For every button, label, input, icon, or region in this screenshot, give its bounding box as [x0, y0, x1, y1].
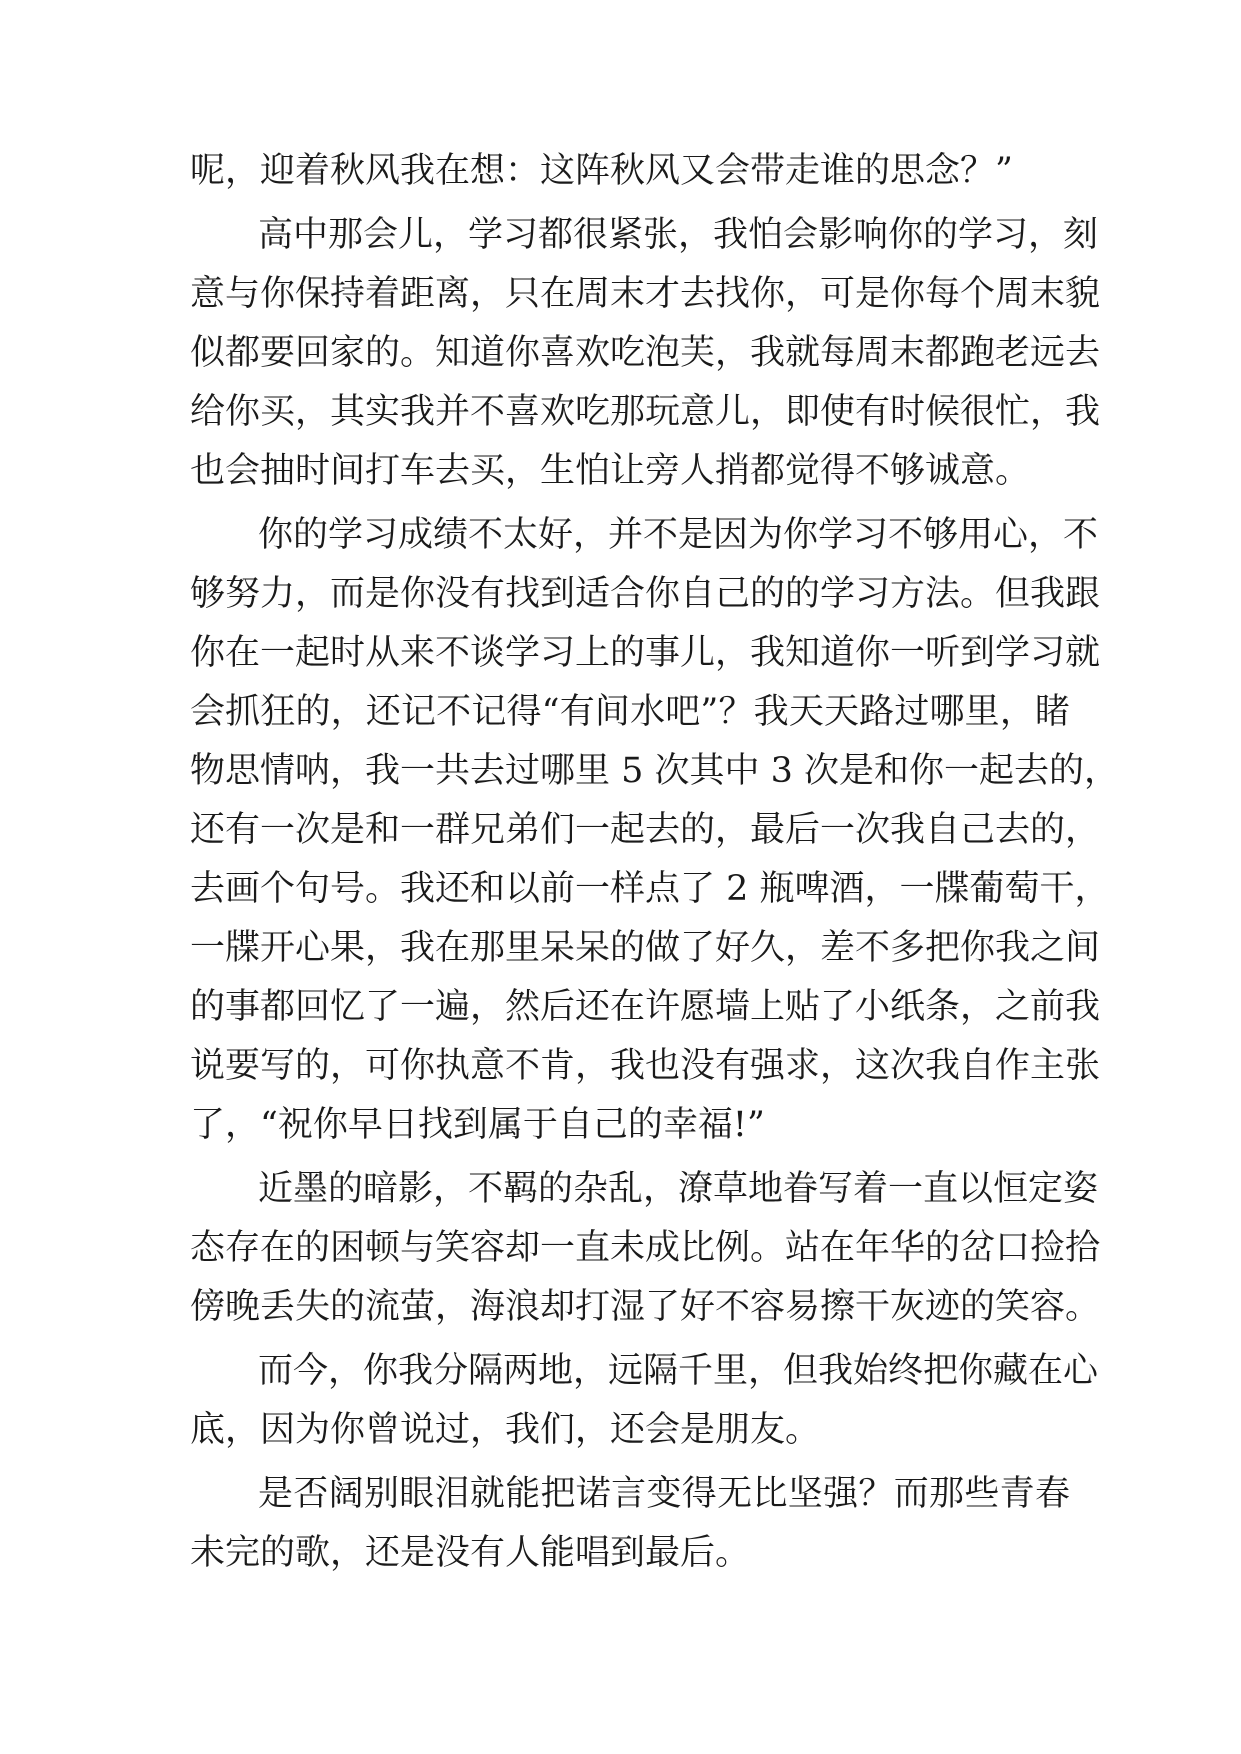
text-line: 你在一起时从来不谈学习上的事儿，我知道你一听到学习就	[190, 633, 1101, 673]
text-line: 也会抽时间打车去买，生怕让旁人捎都觉得不够诚意。	[190, 451, 1031, 491]
text-line: 了，“祝你早日找到属于自己的幸福!”	[190, 1105, 765, 1145]
text-line: 去画个句号。我还和以前一样点了 2 瓶啤酒，一牒葡萄干，	[190, 869, 1110, 909]
text-line: 一牒开心果，我在那里呆呆的做了好久，差不多把你我之间	[190, 928, 1101, 968]
text-line: 意与你保持着距离，只在周末才去找你，可是你每个周末貌	[190, 274, 1101, 314]
text-line: 说要写的，可你执意不肯，我也没有强求，这次我自作主张	[190, 1046, 1101, 1086]
paragraph-first-line: 近墨的暗影，不羁的杂乱，潦草地眷写着一直以恒定姿	[258, 1169, 1099, 1209]
text-line: 态存在的困顿与笑容却一直未成比例。站在年华的岔口捡拾	[190, 1228, 1101, 1268]
text-line: 的事都回忆了一遍，然后还在许愿墙上贴了小纸条，之前我	[190, 987, 1101, 1027]
paragraph-first-line: 你的学习成绩不太好，并不是因为你学习不够用心，不	[258, 515, 1099, 555]
text-line: 给你买，其实我并不喜欢吃那玩意儿，即使有时候很忙，我	[190, 392, 1101, 432]
text-line: 傍晚丢失的流萤，海浪却打湿了好不容易擦干灰迹的笑容。	[190, 1287, 1101, 1327]
text-line: 似都要回家的。知道你喜欢吃泡芙，我就每周末都跑老远去	[190, 333, 1101, 373]
text-line: 还有一次是和一群兄弟们一起去的，最后一次我自己去的，	[190, 810, 1101, 850]
paragraph-first-line: 高中那会儿，学习都很紧张，我怕会影响你的学习，刻	[258, 215, 1099, 255]
text-line: 物思情呐，我一共去过哪里 5 次其中 3 次是和你一起去的，	[190, 751, 1120, 791]
text-line: 呢，迎着秋风我在想：这阵秋风又会带走谁的思念？”	[190, 151, 1013, 191]
text-line: 够努力，而是你没有找到适合你自己的的学习方法。但我跟	[190, 574, 1101, 614]
paragraph-first-line: 是否阔别眼泪就能把诺言变得无比坚强？而那些青春	[258, 1474, 1070, 1514]
text-line: 会抓狂的，还记不记得“有间水吧”？我天天路过哪里，睹	[190, 692, 1070, 732]
paragraph-first-line: 而今，你我分隔两地，远隔千里，但我始终把你藏在心	[258, 1351, 1099, 1391]
text-line: 底，因为你曾说过，我们，还会是朋友。	[190, 1410, 821, 1450]
text-line: 未完的歌，还是没有人能唱到最后。	[190, 1533, 751, 1573]
